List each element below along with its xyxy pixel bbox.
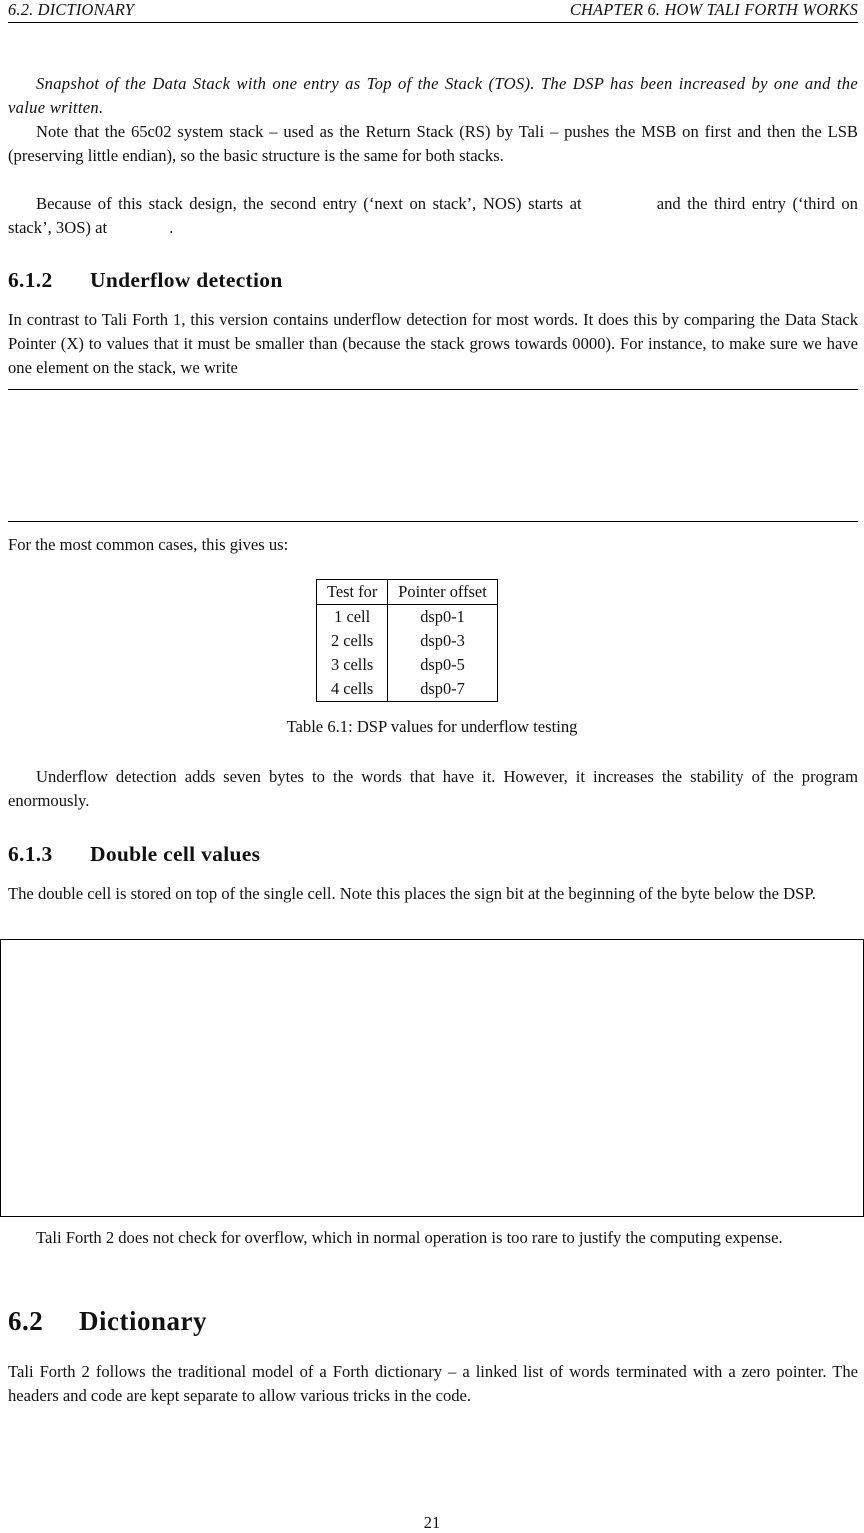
table-header-row xyxy=(317,580,498,605)
underflow-cost-paragraph: Underflow detection adds seven bytes to the words that have it. However, it increases the stability of the program enormously. xyxy=(8,767,858,810)
section-title: Underflow detection xyxy=(90,268,283,292)
common-cases-paragraph: For the most common cases, this gives us: xyxy=(8,535,289,554)
double-cell-figure-frame xyxy=(0,939,864,1217)
table-cell: dsp0-5 xyxy=(420,655,465,674)
running-header xyxy=(8,0,858,23)
stack-design-paragraph xyxy=(8,192,858,240)
table-row xyxy=(317,653,498,677)
table-cell: dsp0-3 xyxy=(420,631,465,650)
section-heading-double-cell xyxy=(8,842,260,867)
table-cell: 2 cells xyxy=(317,629,388,653)
table-cell: 3 cells xyxy=(317,653,388,677)
section-title: Dictionary xyxy=(79,1306,207,1336)
table-header-test-for: Test for xyxy=(317,580,388,605)
dictionary-paragraph: Tali Forth 2 follows the traditional model of a Forth dictionary – a linked list of words terminated with a zero pointer. The headers and code are kept separate to allow various tricks in the code. xyxy=(8,1362,858,1405)
header-chapter: CHAPTER 6. HOW TALI FORTH WORKS xyxy=(569,0,858,19)
overflow-paragraph: Tali Forth 2 does not check for overflow, which in normal operation is too rare to justify the computing expense. xyxy=(36,1228,783,1247)
code-block-top-rule xyxy=(8,389,858,390)
table-cell: dsp0-1 xyxy=(420,607,465,626)
table-cell: 1 cell xyxy=(317,605,388,630)
dsp-underflow-table xyxy=(316,579,498,702)
stack-design-text-a: Because of this stack design, the second entry (‘next on stack’, NOS) starts at xyxy=(36,194,582,213)
snapshot-caption: Snapshot of the Data Stack with one entry as Top of the Stack (TOS). The DSP has been increased by one and the value written. xyxy=(8,74,858,117)
note-65c02-paragraph: Note that the 65c02 system stack – used as the Return Stack (RS) by Tali – pushes the MSB on first and then the LSB (preserving little endian), so the basic structure is the same for both stacks. xyxy=(8,122,858,165)
section-number: 6.1.3 xyxy=(8,842,53,866)
table-row xyxy=(317,677,498,702)
double-cell-paragraph: The double cell is stored on top of the single cell. Note this places the sign bit at the beginning of the byte below the DSP. xyxy=(8,884,816,903)
table-row xyxy=(317,629,498,653)
section-number: 6.2 xyxy=(8,1306,44,1336)
page-number: 21 xyxy=(423,1513,441,1532)
section-title: Double cell values xyxy=(90,842,261,866)
stack-design-text-b: and the third entry (‘third on stack’, 3OS) at xyxy=(8,194,858,237)
section-number: 6.1.2 xyxy=(8,268,53,292)
underflow-intro-paragraph: In contrast to Tali Forth 1, this version contains underflow detection for most words. It does this by comparing the Data Stack Pointer (X) to values that it must be smaller than (because the stack grows towards 0000). For instance, to make sure we have one element on the stack, we write xyxy=(8,310,858,377)
header-section: 6.2. DICTIONARY xyxy=(8,0,135,19)
table-row xyxy=(317,605,498,630)
table-cell: 4 cells xyxy=(317,677,388,702)
table-header-pointer-offset: Pointer offset xyxy=(388,580,497,605)
table-caption: Table 6.1: DSP values for underflow testing xyxy=(286,717,578,736)
section-heading-dictionary xyxy=(8,1306,207,1337)
stack-design-text-c: . xyxy=(169,218,174,237)
code-block-bottom-rule xyxy=(8,521,858,522)
section-heading-underflow xyxy=(8,268,283,293)
table-cell: dsp0-7 xyxy=(420,679,465,698)
